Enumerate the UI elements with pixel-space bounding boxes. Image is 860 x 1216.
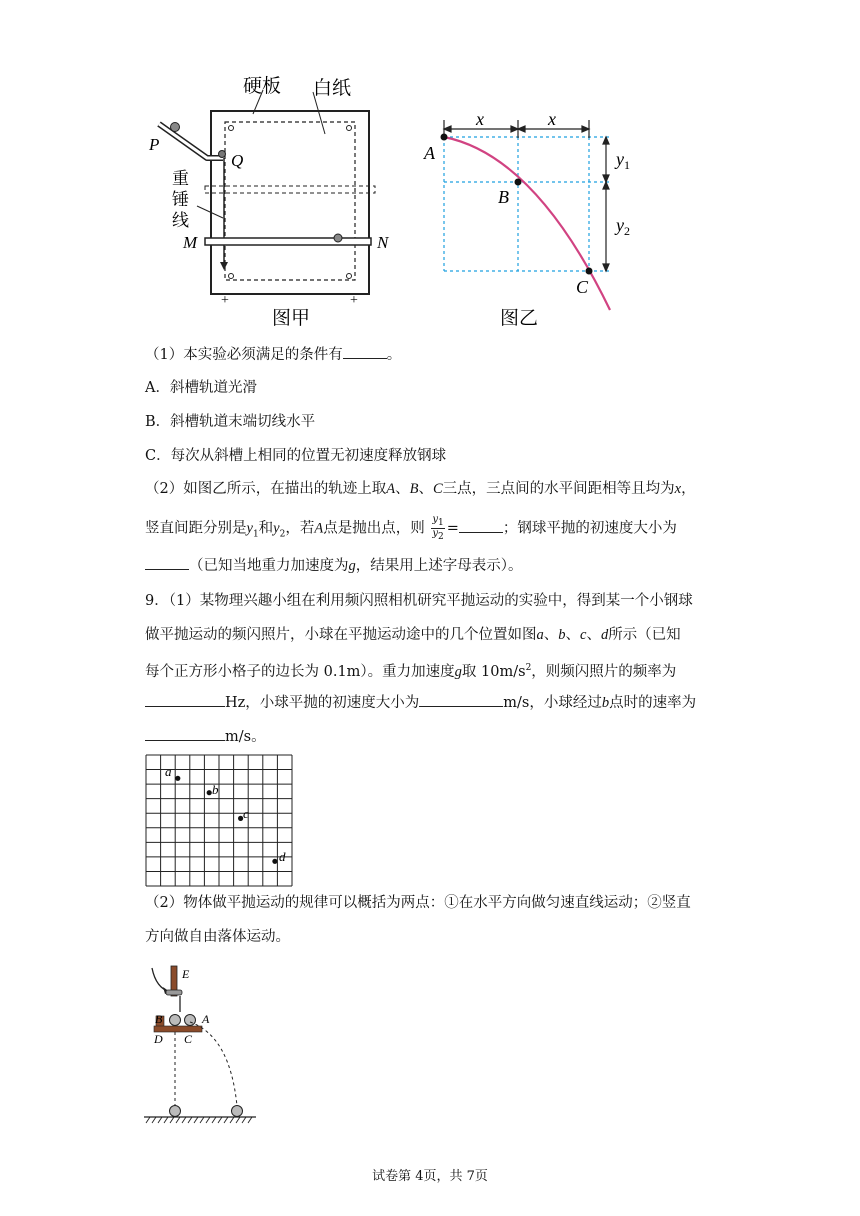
page-footer: 试卷第 4页，共 7页 [372, 1169, 488, 1184]
svg-text:y2 [614, 215, 630, 238]
grid-label-c: c [243, 806, 249, 821]
q9-line2: 做平抛运动的频闪照片，小球在平抛运动途中的几个位置如图a、b、c、d所示（已知 [145, 627, 681, 643]
q8-part2-line1: （2）如图乙所示，在描出的轨迹上取A、B、C三点，三点间的水平间距相等且均为x， [145, 481, 696, 497]
q8-part2-line2: 竖直间距分别是$y_1$和$y_2$，若A点是抛出点，则 $\frac{y_1}{y_2}$ = ；钢球平抛的初速度大小为 [145, 514, 677, 542]
label-y2: y [616, 215, 624, 235]
q9-line3: 每个正方形小格子的边长为 0.1m）。重力加速度g取 $10m/s^2$，则频闪照片的频率为 [145, 663, 677, 680]
q8-option-b: B．斜槽轨道末端切线水平 [145, 414, 316, 430]
label-n: N [377, 233, 389, 252]
q8-part2-line3: （已知当地重力加速度为g，结果用上述字母表示）。 [145, 555, 523, 576]
caption-yi: 图乙 [500, 308, 539, 329]
grid-label-a: a [165, 764, 172, 779]
q8-part1: （1）本实验必须满足的条件有 。 [145, 344, 401, 365]
label-c: C [184, 1032, 193, 1046]
q9-part2-line2: 方向做自由落体运动。 [145, 929, 290, 945]
q8-option-a: A．斜槽轨道光滑 [145, 380, 257, 396]
q9-line4: Hz，小球平抛的初速度大小为 m/s，小球经过b点时的速率为 [145, 692, 696, 713]
figure-yi [420, 105, 650, 333]
grid-label-d: d [279, 849, 286, 864]
label-m: M [183, 233, 198, 252]
label-y1-sub: 1 [624, 158, 630, 172]
q9-line1: 9．（1）某物理兴趣小组在利用频闪照相机研究平抛运动的实验中，得到某一个小钢球 [145, 593, 693, 609]
q8-option-c: C．每次从斜槽上相同的位置无初速度释放钢球 [145, 448, 447, 464]
label-b: B [498, 187, 509, 207]
label-weight-line-1: 重 [172, 169, 189, 188]
caption-jia: 图甲 [272, 308, 311, 329]
label-weight-line-3: 线 [172, 211, 189, 230]
figure-apparatus [140, 960, 270, 1130]
q9-part2-line1: （2）物体做平抛运动的规律可以概括为两点：①在水平方向做匀速直线运动；②竖直 [145, 895, 691, 911]
svg-text:+: + [350, 293, 358, 308]
label-paper: 白纸 [313, 78, 352, 99]
figure-jia [145, 72, 405, 334]
label-y2-sub: 2 [624, 224, 630, 238]
label-e: E [182, 967, 190, 981]
label-a: A [424, 143, 435, 163]
label-p: P [149, 135, 160, 154]
ratio-fraction: $\frac{y_1}{y_2}$ [432, 514, 444, 542]
label-y1: y [616, 149, 624, 169]
figure-grid [145, 754, 295, 888]
svg-text:+: + [221, 293, 229, 308]
svg-text:y1 [614, 149, 630, 172]
grid-label-b: b [212, 782, 219, 797]
q9-line5: m/s。 [145, 726, 266, 747]
label-a: A [202, 1012, 210, 1026]
label-d: D [154, 1032, 163, 1046]
label-x1: x [476, 109, 484, 129]
label-c: C [576, 277, 589, 297]
label-q: Q [231, 151, 244, 170]
label-x2: x [548, 109, 556, 129]
label-board: 硬板 [243, 76, 282, 97]
label-b: B [155, 1012, 163, 1026]
label-weight-line-2: 锤 [172, 190, 189, 209]
